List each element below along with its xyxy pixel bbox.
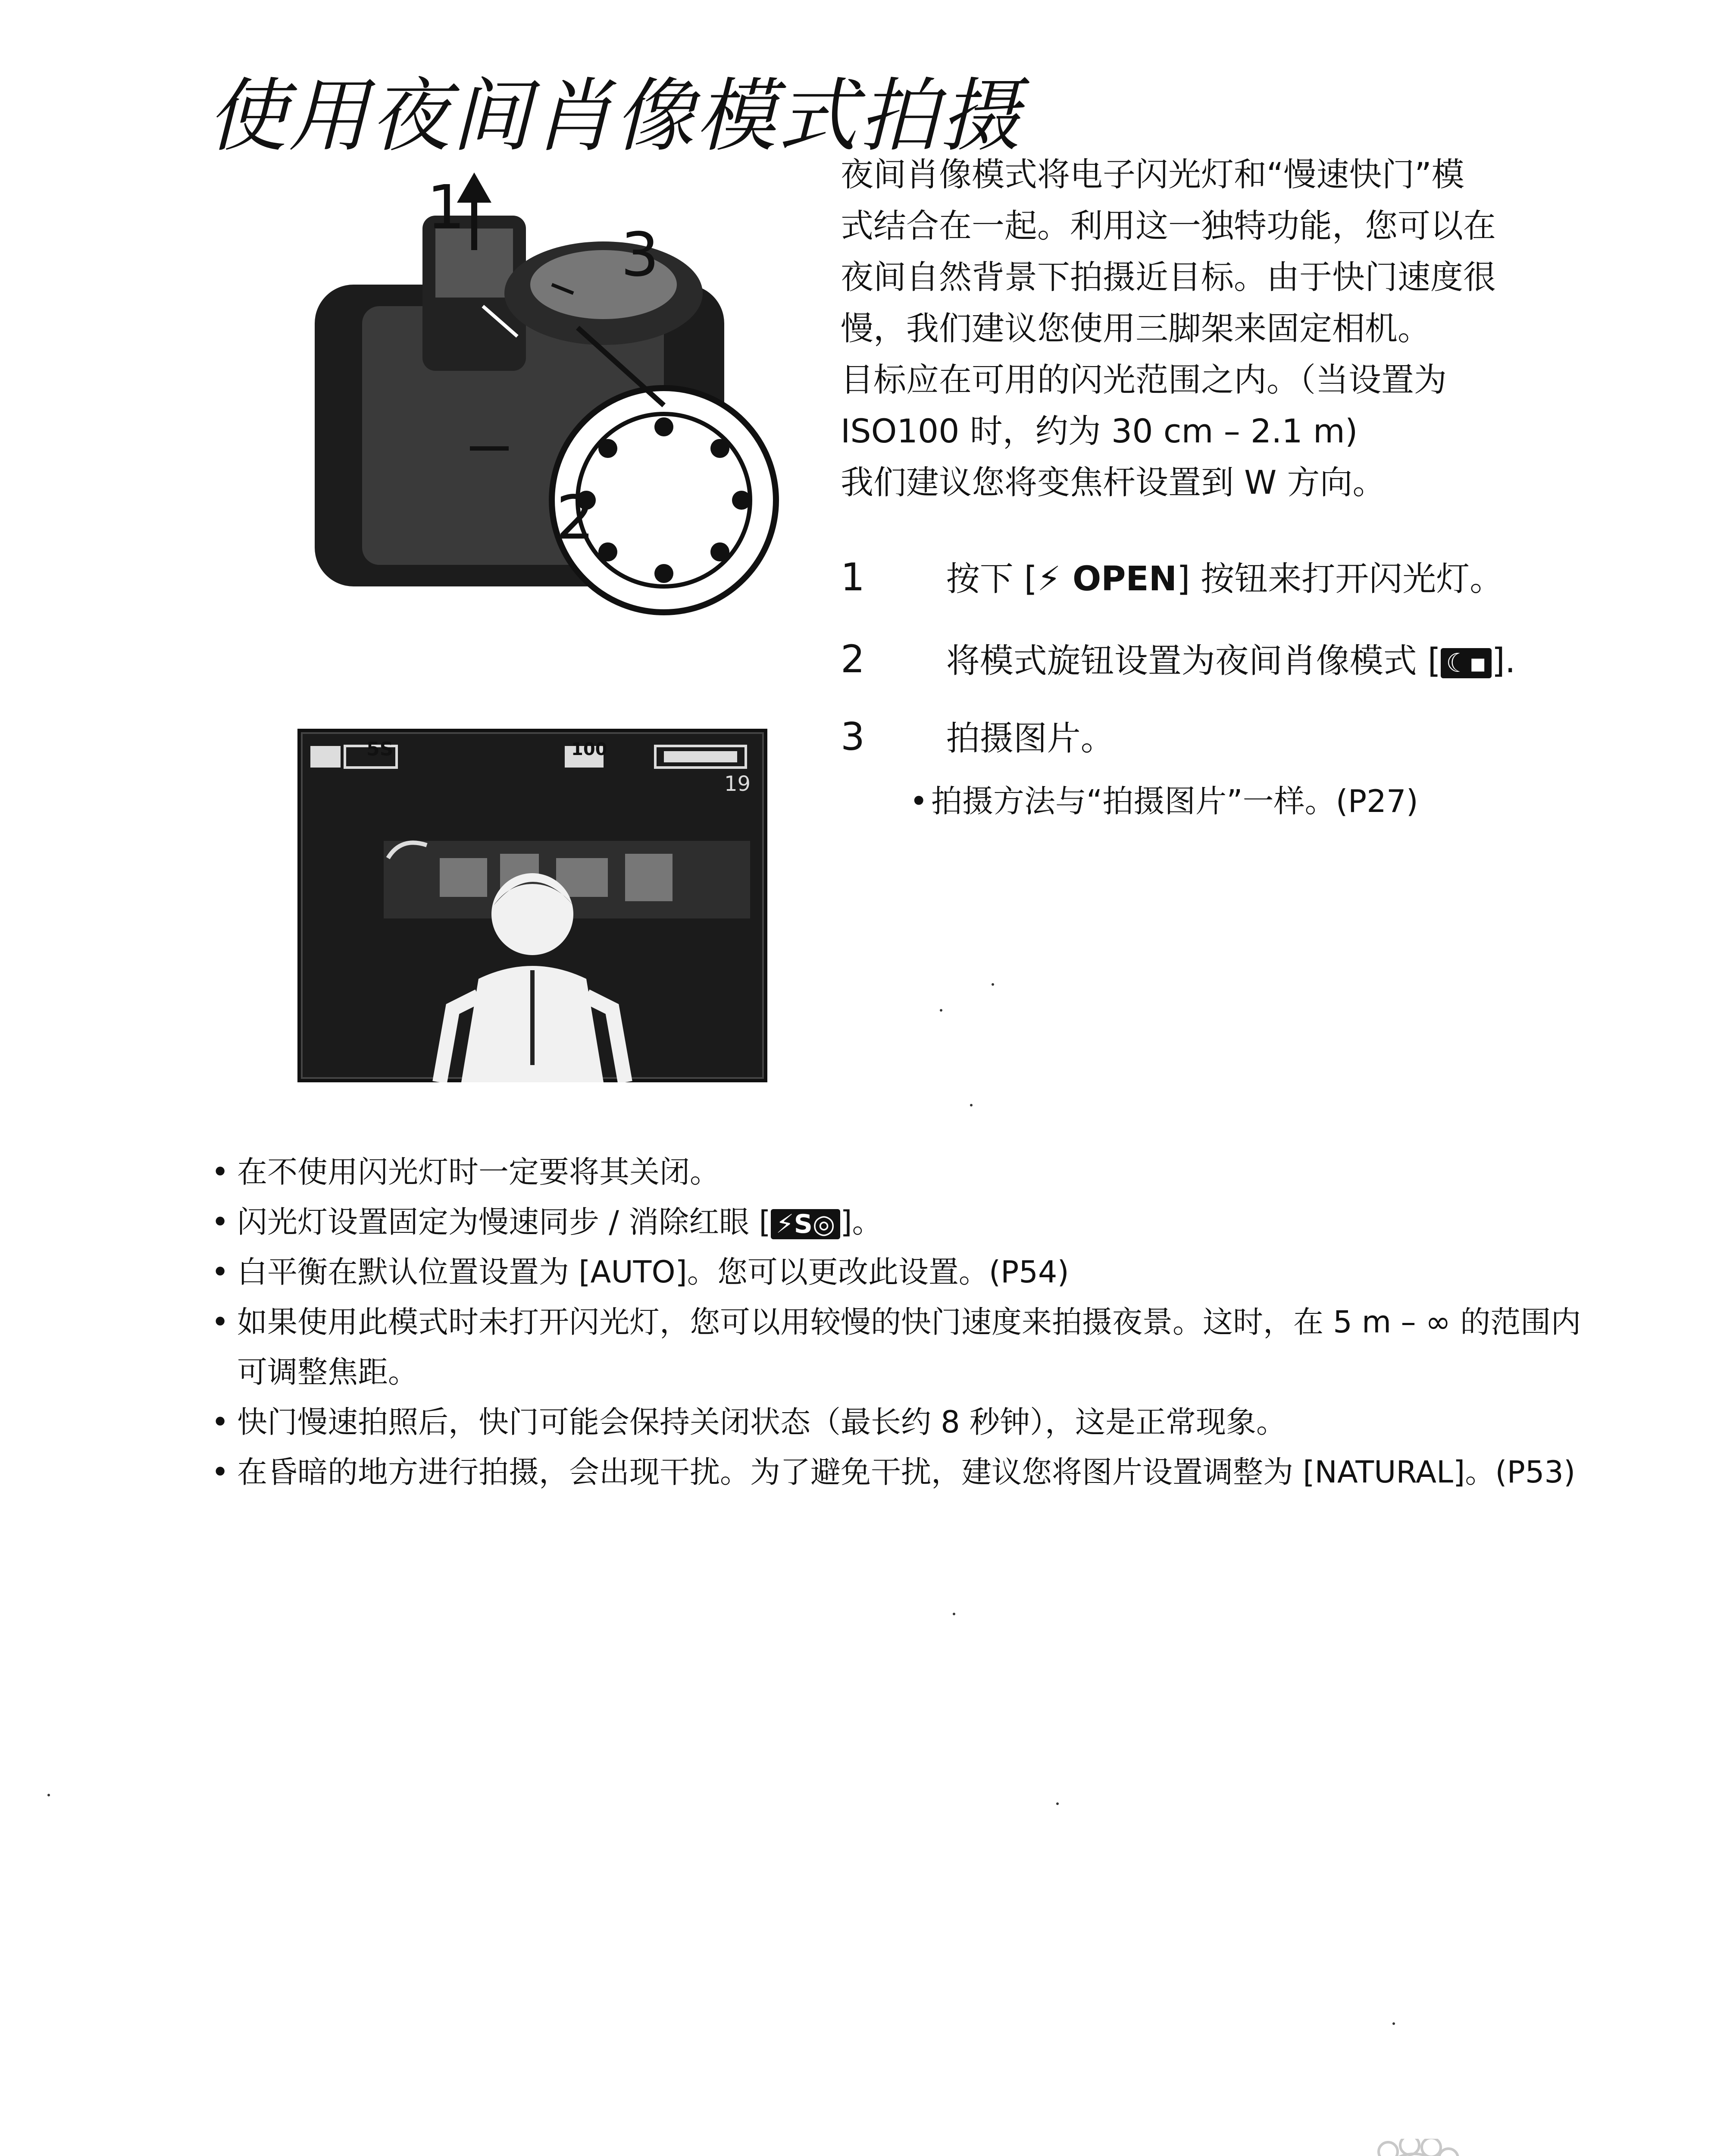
list-item: • 闪光灯设置固定为慢速同步 / 消除红眼 [ ⚡S◎ ]。 bbox=[207, 1197, 1586, 1247]
lcd-iso: 100 bbox=[571, 740, 607, 759]
lcd-preview bbox=[297, 729, 767, 1082]
substep-note: • 拍摄方法与“拍摄图片”一样。(P27) bbox=[910, 783, 1418, 819]
step-number: 2 bbox=[841, 637, 865, 681]
figure-label-2: 2 bbox=[556, 483, 595, 553]
scan-speck bbox=[940, 1009, 942, 1012]
intro-line: 式结合在一起。利用这一独特功能，您可以在 bbox=[841, 207, 1496, 245]
slow-sync-redeye-icon: ⚡S◎ bbox=[771, 1209, 841, 1239]
flash-open-icon: ⚡ OPEN bbox=[1037, 560, 1177, 599]
notes-list bbox=[207, 1147, 1586, 1497]
step-text: 拍摄图片。 bbox=[946, 719, 1114, 758]
scan-speck bbox=[970, 1104, 973, 1106]
step-number: 3 bbox=[841, 714, 865, 759]
intro-line: 慢，我们建议您使用三脚架来固定相机。 bbox=[841, 309, 1430, 348]
list-item: • 快门慢速拍照后，快门可能会保持关闭状态（最长约 8 秒钟），这是正常现象。 bbox=[207, 1397, 1586, 1447]
intro-paragraph bbox=[841, 149, 1599, 508]
figure-label-1: 1 bbox=[427, 172, 466, 243]
step-text: 按下 [⚡ OPEN] 按钮来打开闪光灯。 bbox=[946, 560, 1504, 599]
intro-line: 目标应在可用的闪光范围之内。（当设置为 bbox=[841, 360, 1447, 399]
list-item: • 在昏暗的地方进行拍摄，会出现干扰。为了避免干扰，建议您将图片设置调整为 [NATURAL]。(P53) bbox=[207, 1447, 1586, 1497]
scan-speck bbox=[992, 983, 994, 986]
intro-line: ISO100 时，约为 30 cm – 2.1 m) bbox=[841, 412, 1358, 450]
step-1 bbox=[841, 552, 1503, 600]
list-item: • 白平衡在默认位置设置为 [AUTO]。您可以更改此设置。(P54) bbox=[207, 1247, 1586, 1297]
baidu-jingyan-watermark bbox=[1233, 2139, 1621, 2156]
step-2 bbox=[841, 634, 1516, 682]
lcd-shot-count: 19 bbox=[724, 772, 751, 796]
lcd-flash-mode: 5S bbox=[366, 738, 394, 760]
camera-illustration bbox=[276, 164, 793, 660]
step-number: 1 bbox=[841, 555, 865, 599]
list-item: • 如果使用此模式时未打开闪光灯，您可以用较慢的快门速度来拍摄夜景。这时，在 5 m – ∞ 的范围内可调整焦距。 bbox=[207, 1297, 1586, 1397]
figure-label-3: 3 bbox=[621, 220, 660, 290]
step-3 bbox=[841, 711, 1114, 760]
intro-line: 夜间肖像模式将电子闪光灯和“慢速快门”模 bbox=[841, 155, 1464, 194]
bullet-icon: • bbox=[910, 783, 928, 819]
scan-speck bbox=[1392, 2022, 1395, 2025]
page-title: 使用夜间肖像模式拍摄 bbox=[207, 69, 1022, 163]
list-item: • 在不使用闪光灯时一定要将其关闭。 bbox=[207, 1147, 1586, 1197]
scan-speck bbox=[953, 1613, 955, 1615]
intro-line: 我们建议您将变焦杆设置到 W 方向。 bbox=[841, 463, 1386, 501]
intro-line: 夜间自然背景下拍摄近目标。由于快门速度很 bbox=[841, 258, 1496, 296]
scan-speck bbox=[1056, 1802, 1059, 1805]
night-portrait-icon: ☾▪ bbox=[1441, 648, 1492, 678]
scan-speck bbox=[47, 1794, 50, 1796]
step-text: 将模式旋钮设置为夜间肖像模式 [ ☾▪ ]. bbox=[946, 642, 1516, 680]
